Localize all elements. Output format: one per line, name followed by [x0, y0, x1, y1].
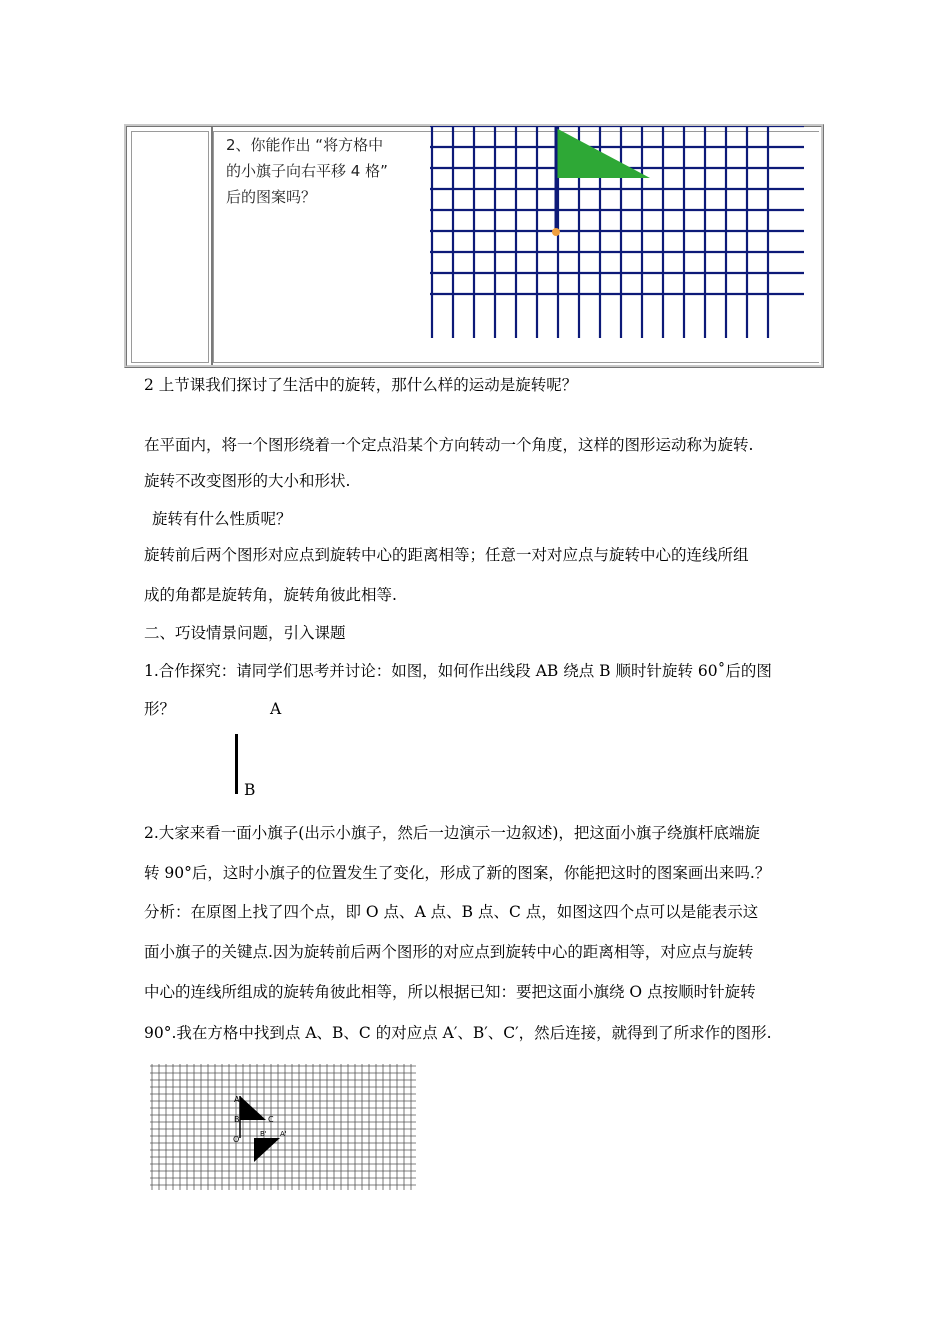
fine-grid-lines	[150, 1064, 416, 1190]
paragraph-2: 在平面内，将一个图形绕着一个定点沿某个方向转动一个角度，这样的图形运动称为旋转.	[144, 436, 754, 454]
paragraph-5a: 旋转前后两个图形对应点到旋转中心的距离相等；任意一对对应点与旋转中心的连线所组	[144, 546, 749, 564]
paragraph-7b: 形？	[144, 700, 176, 718]
section-heading: 二、巧设情景问题，引入课题	[144, 624, 346, 642]
flag-grid-figure	[430, 126, 806, 340]
paragraph-3: 旋转不改变图形的大小和形状.	[144, 472, 351, 490]
paragraph-7a: 1.合作探究：请同学们思考并讨论：如图，如何作出线段 AB 绕点 B 顺时针旋转 60˚后的图	[144, 662, 772, 680]
label-b: B	[234, 1115, 240, 1124]
paragraph-9a: 分析：在原图上找了四个点，即 O 点、A 点、B 点、C 点，如图这四个点可以是能表示这	[144, 903, 759, 921]
label-c: C	[268, 1115, 274, 1124]
paragraph-8b: 转 90°后，这时小旗子的位置发生了变化，形成了新的图案，你能把这时的图案画出来吗.？	[144, 864, 771, 882]
paragraph-1: 2 上节课我们探讨了生活中的旋转，那什么样的运动是旋转呢？	[144, 376, 578, 394]
paragraph-9b: 面小旗子的关键点.因为旋转前后两个图形的对应点到旋转中心的距离相等，对应点与旋转	[144, 943, 754, 961]
paragraph-8a: 2.大家来看一面小旗子(出示小旗子，然后一边演示一边叙述)，把这面小旗子绕旗杆底端旋	[144, 824, 760, 842]
label-b-prime: B'	[260, 1130, 267, 1138]
point-a-label: A	[270, 700, 282, 718]
paragraph-4: 旋转有什么性质呢？	[152, 510, 292, 528]
paragraph-9c: 中心的连线所组成的旋转角彼此相等，所以根据已知：要把这面小旗绕 O 点按顺时针旋转	[144, 983, 756, 1001]
table-cell-left	[131, 131, 209, 363]
paragraph-9d: 90°.我在方格中找到点 A、B、C 的对应点 A′、B′、C′，然后连接，就得到了所求作的图形.	[144, 1024, 772, 1042]
label-a: A	[234, 1095, 240, 1104]
rotation-grid-figure	[150, 1064, 418, 1192]
question-text: 2、你能作出 “将方格中 的小旗子向右平移 4 格” 后的图案吗？	[226, 136, 388, 206]
green-flag	[556, 128, 650, 178]
label-a-prime: A'	[280, 1130, 287, 1138]
segment-ab	[235, 734, 238, 794]
label-o: O	[233, 1135, 240, 1144]
point-b-label: B	[244, 781, 256, 799]
rotation-center-dot	[552, 228, 560, 236]
paragraph-5b: 成的角都是旋转角，旋转角彼此相等.	[144, 586, 397, 604]
grid-lines	[430, 126, 804, 338]
